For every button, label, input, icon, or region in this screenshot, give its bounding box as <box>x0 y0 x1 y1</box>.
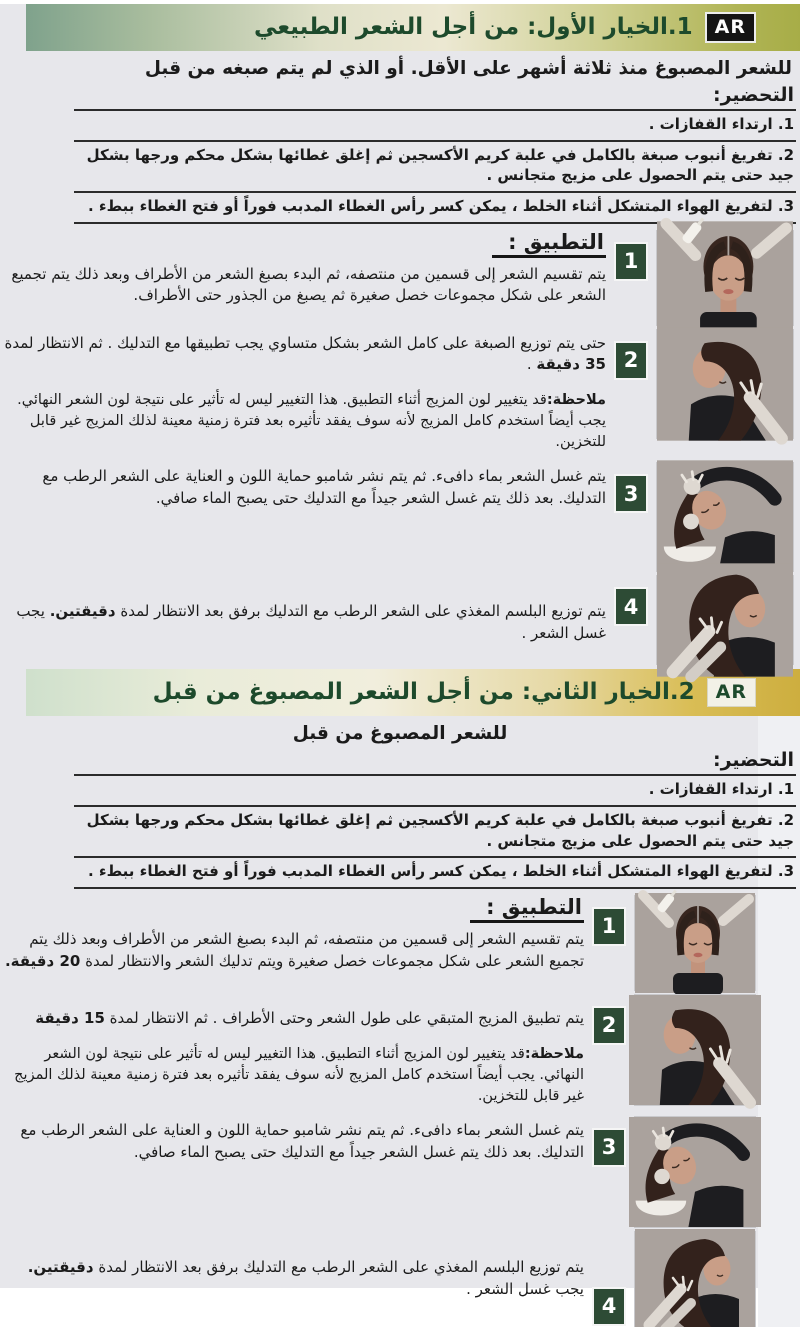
step-photo-frame <box>601 1231 756 1327</box>
step-photo-frame <box>601 994 756 1106</box>
prep-item: 3. لتفريغ الهواء المتشكل أثناء الخلط ، يمكن كسر رأس الغطاء المدبب فوراً أو فتح الغطاء ببطء . <box>74 191 796 224</box>
step-photo-frame <box>601 1116 756 1228</box>
step-text-cell <box>0 329 608 460</box>
step-number-badge: 3 <box>616 476 646 511</box>
step-photo-rinse-shampoo <box>634 1116 756 1228</box>
apply-step-row <box>0 230 794 326</box>
step-text: يتم غسل الشعر بماء دافىء. ثم يتم نشر شامبو حماية اللون و العناية على الشعر الرطب مع التدليك. بعد ذلك يتم غسل الشعر جيداً مع التدليك حتى يصبح الماء صافي. <box>20 1120 584 1161</box>
language-badge: AR <box>705 12 756 43</box>
step-text: حتى يتم توزيع الصبغة على كامل الشعر بشكل متساوي يجب تطبيقها مع التدليك . ثم الانتظار لمدة 35 دقيقة . <box>4 333 606 374</box>
apply-section <box>0 224 800 666</box>
note-text: ملاحظة:قد يتغيير لون المزيج أثناء التطبيق. هذا التغيير ليس له تأثير على نتيجة لون الشعر النهائي. يجب أيضاً استخدم كامل المزيج لأنه سوف يفقد تأثيره بعد فترة زمنية معينة لذلك المزيج غير قابل للتخزين. <box>17 392 606 451</box>
note-text: ملاحظة:قد يتغيير لون المزيج أثناء التطبيق. هذا التغيير ليس له تأثير على نتيجة لون الشعر النهائي. يجب أيضاً استخدم كامل المزيج لأنه سوف يفقد تأثيره بعد فترة زمنية معينة لذلك المزيج غير قابل للتخزين. <box>14 1045 584 1104</box>
step-photo-frame <box>623 575 794 665</box>
prep-item: 2. تفريغ أنبوب صبغة بالكامل في علبة كريم الأكسجين ثم إغلق غطائها بشكل محكم ورجها بشكل جيد حتى يتم الحصول على مزيج متجانس . <box>74 140 796 191</box>
apply-step-row <box>0 575 794 665</box>
step-text: يتم تطبيق المزيج المتبقي على طول الشعر وحتى الأطراف . ثم الانتظار لمدة 15 دقيقة <box>35 1008 584 1027</box>
step-number-badge: 3 <box>594 1130 624 1165</box>
step-text: يتم توزيع البلسم المغذي على الشعر الرطب مع التدليك برفق بعد الانتظار لمدة دقيقتين. يجب غسل الشعر . <box>16 602 606 643</box>
step-text: يتم توزيع البلسم المغذي على الشعر الرطب مع التدليك برفق بعد الانتظار لمدة دقيقتين. يجب غسل الشعر . <box>27 1257 584 1298</box>
section1-intro: للشعر المصبوغ منذ ثلاثة أشهر على الأقل. أو الذي لم يتم صبغه من قبل <box>144 58 792 79</box>
step-photo-conditioner <box>656 575 794 665</box>
section2-title: 2.الخيار الثاني: من أجل الشعر المصبوغ من قبل <box>152 679 695 706</box>
apply-heading: التطبيق : <box>470 895 584 923</box>
step-text-cell <box>0 895 586 981</box>
step-photo-frame <box>623 230 794 326</box>
step-text-cell <box>0 1231 586 1309</box>
prep-list <box>70 109 800 224</box>
prep-item: 1. ارتداء القفازات . <box>74 774 796 805</box>
apply-step-row <box>0 1231 794 1327</box>
step-number-badge: 1 <box>594 909 624 944</box>
prep-list <box>70 774 800 889</box>
prep-item: 3. لتفريغ الهواء المتشكل أثناء الخلط ، يمكن كسر رأس الغطاء المدبب فوراً أو فتح الغطاء ببطء . <box>74 856 796 889</box>
apply-step-row <box>0 994 794 1113</box>
apply-step-row <box>0 462 794 572</box>
step-text-cell <box>0 230 608 316</box>
section1-title: 1.الخيار الأول: من أجل الشعر الطبيعي <box>253 14 693 41</box>
section-option-1 <box>0 4 800 665</box>
step-text-cell <box>0 462 608 518</box>
language-badge: AR <box>707 678 756 707</box>
step-photo-massage-lengths <box>656 329 794 439</box>
prep-item: 2. تفريغ أنبوب صبغة بالكامل في علبة كريم الأكسجين ثم إغلق غطائها بشكل محكم ورجها بشكل جيد حتى يتم الحصول على مزيج متجانس . <box>74 805 796 856</box>
step-number-badge: 2 <box>594 1008 624 1043</box>
apply-step-row <box>0 1116 794 1228</box>
step-text: يتم تقسيم الشعر إلى قسمين من منتصفه، ثم البدء بصبغ الشعر من الأطراف وبعد ذلك يتم تجميع الشعر على شكل مجموعات خصل صغيرة ويتم تدليك الشعر والانتظار لمدة 20 دقيقة. <box>4 929 584 970</box>
apply-step-row <box>0 329 794 460</box>
step-photo-apply-roots <box>656 230 794 326</box>
step-number-badge: 1 <box>616 244 646 279</box>
step-number-badge: 2 <box>616 343 646 378</box>
step-number-badge: 4 <box>616 589 646 624</box>
prep-heading: التحضير: <box>713 83 794 106</box>
apply-heading: التطبيق : <box>492 230 606 258</box>
apply-section <box>0 889 800 1327</box>
step-photo-apply-roots <box>634 895 756 991</box>
apply-step-row <box>0 895 794 991</box>
leaflet-page <box>0 4 800 1319</box>
step-photo-frame <box>601 895 756 991</box>
step-photo-conditioner <box>634 1231 756 1327</box>
section-option-2 <box>0 669 800 1327</box>
step-photo-frame <box>623 329 794 439</box>
step-photo-massage-lengths <box>634 994 756 1106</box>
step-photo-frame <box>623 462 794 572</box>
step-number-badge: 4 <box>594 1289 624 1324</box>
step-text: يتم غسل الشعر بماء دافىء. ثم يتم نشر شامبو حماية اللون و العناية على الشعر الرطب مع التدليك. بعد ذلك يتم غسل الشعر جيداً مع التدليك حتى يصبح الماء صافي. <box>42 467 606 508</box>
step-photo-rinse-shampoo <box>656 462 794 572</box>
prep-item: 1. ارتداء القفازات . <box>74 109 796 140</box>
step-text-cell <box>0 1116 586 1172</box>
step-text-cell <box>0 575 608 653</box>
section1-header-band <box>26 4 800 51</box>
prep-heading: التحضير: <box>713 749 794 772</box>
step-text: يتم تقسيم الشعر إلى قسمين من منتصفه، ثم البدء بصبغ الشعر من الأطراف وبعد ذلك يتم تجميع الشعر على شكل مجموعات خصل صغيرة ثم يصبغ من الجذور حتى الأطراف. <box>11 264 606 305</box>
section2-intro: للشعر المصبوغ من قبل <box>292 723 508 745</box>
step-text-cell <box>0 994 586 1113</box>
